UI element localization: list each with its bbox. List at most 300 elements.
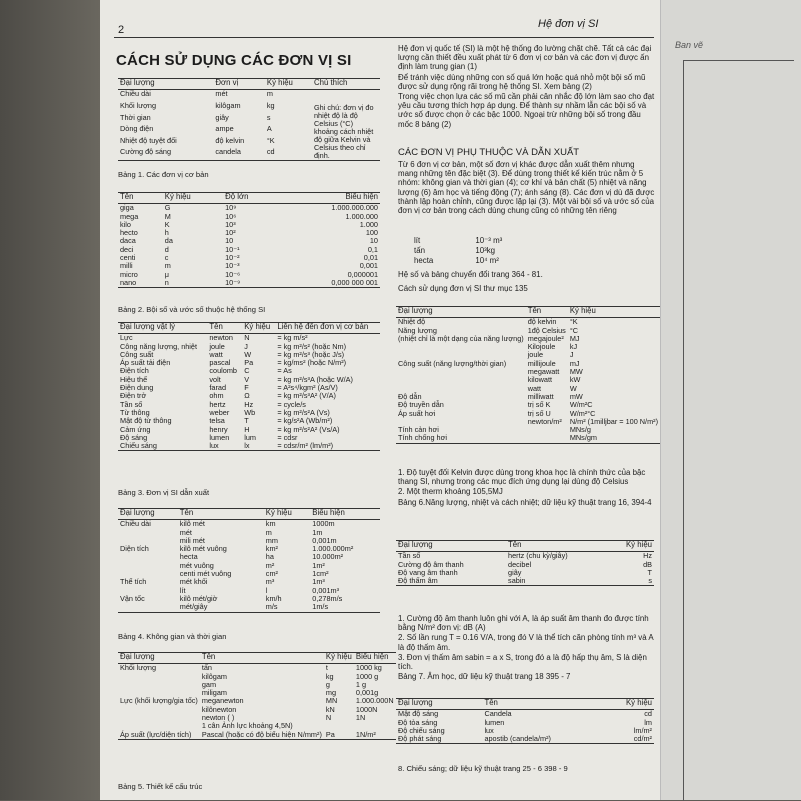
table-cell: = kg/s²A (Wb/m²) [277,416,333,426]
table-cell: K [164,219,170,229]
table-cell [118,603,178,612]
table-row [118,706,396,714]
table-row [118,562,380,570]
table-cell: daca [120,236,136,246]
table-row [118,595,380,603]
table-cell: Hz [244,399,254,409]
table-cell: Điện dung [120,383,154,393]
table-cell: 10⁻³ m³ [475,236,503,245]
table-cell: decibel [508,559,532,569]
table-cell: 10 [225,236,234,246]
table7-notes: 1. Cường độ âm thanh luôn ghi với A, là áp suất âm thanh đo được tính bằng N/m² đơn vị: dB (A) 2. Số lần rung T = 0.16 V/A, trong đó V là thể tích căn phòng tính m³ và A là độ thấm âm. 3. Đơn vị thấm âm sabin = a x S, trong đó a là độ hấp thụ âm, S là diện tích. Bảng 7. Âm học, dữ liệu kỹ thuật trang 18 395 - 7 [398,614,654,682]
table-cell: trị số K [527,400,551,410]
table-cell: 1.000 [359,219,378,229]
table-row [396,343,703,351]
table-cell: kg [266,101,275,111]
table-cell: kilônewton [201,704,237,714]
table-cell: = kg/ms² (hoặc N/m²) [277,358,347,368]
table-structure: Đại lượng Tên Ký hiệu Biểu hiện Khối lượng tấn t 1000 kg kilôgam kg 1000 g gam g 1 g miligam mg 0,001g Lực (khối lượng/gia tốc) meganewton MN 1.000.000N kilônewton kN 1000N newton ( ) N 1N 1 cân Ảnh lực khoảng 4,5N) Áp suất (lực/diện tích) Pascal (hoặc có độ biểu hiện N/mm²) Pa 1N/m² [120,652,394,739]
table-cell: km² [265,544,278,554]
table-row [118,529,380,537]
table-cell: ohm [209,391,224,401]
table-cell: kilô mét/giờ [179,593,218,603]
table-cell: 1N/m² [355,729,376,739]
table-row [118,204,380,213]
table-row [118,221,380,229]
table-row [118,262,380,270]
table-cell: Chiều dài [120,89,151,99]
table-cell: = A²s⁴/kgm² (As/V) [277,383,338,393]
table-cell [396,343,526,351]
table-cell: kilô mét [179,519,205,529]
table-cell: lít [179,585,186,595]
table-cell: = As [277,366,292,376]
table-row [118,697,396,705]
table-cell: Thể tích [120,577,147,587]
table-cell: J [244,341,248,351]
table-cell: M [164,211,171,221]
table-cell: C [244,366,250,376]
table-cell: centi mét vuông [179,569,232,579]
table-cell: 1.000.000N [355,696,394,706]
table-row [118,578,380,586]
table-cell: ampe [215,124,234,134]
table-cell: Độ thấm âm [398,576,438,586]
table-cell: da [164,236,173,246]
table-cell: Độ sáng [120,432,148,442]
table-cell: W/m²°C [569,408,596,418]
table-cell: 1000N [355,704,378,714]
table-cell: 1000 g [355,671,379,681]
table-cell: dB [643,559,652,569]
table-cell: 0,001g [355,688,379,698]
table-cell: joule [209,341,225,351]
table-cell: 10⁻⁶ [225,269,241,279]
table-cell: 0,01 [363,253,378,263]
table-cell: °K [266,135,275,145]
table-cell: lux [209,441,219,451]
table-cell: mét [215,89,228,99]
table-cell: 0,000001 [347,269,378,279]
table-cell: Độ truyền dẫn [398,400,444,410]
table-cell: Công suất (năng lượng/thời gian) [398,358,507,368]
table-cell [118,714,200,722]
table-cell: candela [215,147,241,157]
table-cell: A [266,124,272,134]
caption-table8: 8. Chiếu sáng; dữ liệu kỹ thuật trang 25 - 6 398 - 9 [398,764,568,773]
table-row [118,520,380,529]
table-cell: Cường độ âm thanh [398,559,464,569]
table-cell: newton/m² [527,416,562,426]
table-cell: Độ dẫn [398,391,422,401]
table-cell: mg [325,688,337,698]
table-cell: F [244,383,249,393]
next-page [660,0,801,800]
table-cell: cd [266,147,275,157]
table-cell: km/h [265,593,282,603]
table-cell: Chiều dài [120,519,151,529]
table-row [118,664,396,673]
table-cell: m [265,527,272,537]
table-space-time: Đại lượng Tên Ký hiệu Biểu hiện Chiều dài kilô mét km 1000m mét m 1m mili mét mm 0,001m Diện tích kilô mét vuông km² 1.000.000m² hecta ha 10.000m² mét vuông m² 1m² centi mét vuông cm² 1cm² Thể tích mét khối m³ 1m³ lít l 0,001m³ Vận tốc kilô mét/giờ km/h 0,278m/s mét/giây m/s 1m/s [118,508,380,613]
table-row [118,376,380,384]
table-cell: 10² [225,228,236,238]
table-cell: s [266,112,271,122]
table-cell: hertz [209,399,226,409]
table-cell: deci [120,244,134,254]
table-cell: giây [508,567,522,577]
table-cell: millijoule [527,358,556,368]
table-cell: cd [644,709,652,719]
table-cell: s [648,576,652,586]
table-row [118,237,380,245]
document-page [100,0,660,800]
table-cell: W/m²C [569,400,593,410]
table-row [396,434,703,443]
table-cell: kilo [120,219,131,229]
table-cell: lít [414,236,421,245]
table-cell: apostib (candela/m²) [484,734,551,744]
ref-usage: Cách sử dụng đơn vị SI thư mục 135 [398,284,528,293]
table-cell: = kg m²/s²A² (Vs/A) [277,424,340,434]
table-cell: mW [569,391,583,401]
caption-table2: Bảng 2. Bội số và ước số thuộc hệ thống SI [118,305,266,314]
table-cell: 1 g [355,679,367,689]
table-cell: 10.000m² [312,552,344,562]
intro-text: Hệ đơn vị quốc tế (SI) là một hệ thống đo lường chặt chẽ. Tất cả các đại lượng cần thiết đều xuất phát từ 6 đơn vị cơ bản và các đơn vị được ấn định làm trung gian (1) Để tránh việc dùng những con số quá lớn hoặc quá nhỏ một bội số mũ được sử dụng rộng rãi trong hệ thống SI. Xem bảng (2) Trong việc chọn lựa các số mũ cần phải cân nhắc độ lớn làm sao cho đạt yêu cầu tương thích hợp áp dụng. Để thành sự nhầm lẫn các bội số và ước số được chọn ở các bậc 1000. Ngoại trừ những bội số trong đầu mốc 8 bảng (2) [398,44,655,129]
table-cell: Năng lượng [398,325,437,335]
table-cell: m² [265,560,275,570]
table-cell: = cycle/s [277,399,306,409]
table-cell: giây [215,112,229,122]
table-cell: Mật độ từ thông [120,416,172,426]
table-cell: Wb [244,407,256,417]
table-cell [526,434,568,443]
table-cell: Công năng lượng, nhiệt [120,341,198,351]
table-cell: 10³kg [475,246,496,255]
table-cell: centi [120,253,136,263]
table-cell: mm [265,535,278,545]
table-cell: Khối lượng [120,101,157,111]
table-cell: n [164,277,169,287]
derived-body: Từ 6 đơn vị cơ bản, một số đơn vị khác được dẫn xuất thêm nhưng mang những tên đặc biệt (3). Để dùng trong thiết kế kiến trúc nằm ở 5 nhóm: không gian và thời gian (4); cơ khí và bản chất (5) nhiệt và năng lượng (6) âm học và tiếng động (7); ánh sáng (8). Các đơn vị dù đã được thành lập hoàn chỉnh, cũng được lặp lại (3). Một vài bội số và ước số của đơn vị cơ bản trong cách dùng chung cũng có những tên riêng [398,160,655,216]
table-cell: tấn [414,246,425,255]
table-row [118,681,396,689]
table-row [118,229,380,237]
table-cell: kJ [569,342,578,352]
table-cell: kilô mét vuông [179,544,227,554]
caption-table5: Bảng 5. Thiết kế cấu trúc [118,782,203,791]
table-cell: kg [325,671,334,681]
table-cell: sabin [508,576,526,586]
table-cell: 1m [312,527,323,537]
table-cell: cd/m² [633,734,652,744]
table-cell: newton [209,333,233,343]
table-cell: lm [644,717,652,727]
table-cell: Vận tốc [120,593,145,603]
table-cell: = kg m²/s³A (hoặc W/A) [277,374,353,384]
table-cell: Dòng điện [120,124,154,134]
table-cell [118,681,200,689]
table-cell: N [325,713,332,723]
table-cell: MN [325,696,338,706]
caption-table3: Bảng 3. Đơn vị SI dẫn xuất [118,488,210,497]
table-cell: trị số U [527,408,551,418]
table-row [396,418,703,426]
table-cell: Độ vang âm thanh [398,567,458,577]
table-cell: mét khối [179,577,208,587]
table-cell: = kg m²/s³ (hoặc J/s) [277,349,345,359]
table-row [412,256,504,266]
table-cell: mJ [569,358,580,368]
header-rule [114,37,654,38]
table-cell: Áp suất (lực/diện tích) [120,729,192,739]
table-cell: tấn [201,663,212,673]
table-cell: kW [569,375,581,385]
section-heading: CÁC ĐƠN VỊ PHỤ THUỘC VÀ DẪN XUẤT [398,147,580,158]
table-cell: m³ [265,577,275,587]
table-cell: 10⁻⁹ [225,277,241,287]
table-cell: milli [120,261,133,271]
table-cell: 0,1 [367,244,378,254]
table-cell: micro [120,269,138,279]
table-cell: mét [179,527,192,537]
table-cell: V [244,374,250,384]
table-cell: h [164,228,169,238]
table-cell: °K [569,317,578,327]
table-row [118,673,396,681]
table-row [118,246,380,254]
table-cell: 0,001m³ [312,585,340,595]
table-cell: mét vuông [179,560,214,570]
table-cell: lum [244,432,256,442]
table-cell: lx [244,441,250,451]
table-cell: Thời gian [120,112,151,122]
table-cell: Điện trở [120,391,147,401]
table-cell: l [265,585,268,595]
table-cell: weber [209,407,230,417]
table-cell: coulomb [209,366,237,376]
table-cell: 1 cân Ảnh lực khoảng 4,5N) [201,721,293,731]
table-cell: Lực [120,333,133,343]
table-cell: = kg m²/s² (hoặc Nm) [277,341,347,351]
table-cell: Lực (khối lượng/gia tốc) [120,696,198,706]
table-cell: 1m² [312,560,325,570]
table-cell: W [244,349,252,359]
table-cell: MNs/gm [569,433,597,443]
table-cell: J [569,350,574,360]
table-cell: 10⁻¹ [225,244,240,254]
table-cell: hecto [120,228,138,238]
table-cell: telsa [209,416,225,426]
units-list [412,236,504,266]
table-cell: c [164,253,169,263]
table-cell: farad [209,383,227,393]
table-cell: 1cm² [312,569,329,579]
table-cell: 0,278m/s [312,593,343,603]
table-cell: 0,001m [312,535,337,545]
table-cell: 10⁻² [225,253,240,263]
table-cell: henry [209,424,228,434]
table-cell: Công suất [120,349,154,359]
next-page-header: Ban vẽ [675,40,704,50]
table-cell: = kg m/s² [277,333,308,343]
table-cell: kilôgam [201,671,227,681]
table-cell [118,529,178,537]
background-left [0,0,100,800]
table-cell: Nhiệt độ tuyệt đối [120,135,177,145]
table-cell: meganewton [201,696,244,706]
table-cell: 10 [369,236,378,246]
table-cell: hertz (chu kỳ/giây) [508,551,568,561]
table-cell: lux [484,725,494,735]
table-row [412,236,504,246]
table1-note: Ghi chú: đơn vị đo nhiệt độ là độ Celsius (°C) khoảng cách nhiệt độ giữa Kelvin và Celsius theo chỉ định. [314,103,374,161]
table-cell: T [244,416,249,426]
table-derived-units: Đại lượng vật lý Tên Ký hiệu Liên hệ đến đơn vị cơ bản Lực newton N = kg m/s² Công năng lượng, nhiệt joule J = kg m²/s² (hoặc Nm) Công suất watt W = kg m²/s³ (hoặc J/s) Áp suất tải điện pascal Pa = kg/ms² (hoặc N/m²) Điện tích coulomb C = As Hiệu thế volt V = kg m²/s³A (hoặc W/A) Điện dung farad F = A²s⁴/kgm² (As/V) Điện trở ohm Ω = kg m²/s³A² (V/A) Tần số hertz Hz = cycle/s Từ thông weber Wb = kg m²/s²A (Vs) Mật độ từ thông telsa T = kg/s²A (Wb/m²) Cảm ứng henry H = kg m²/s²A² (Vs/A) Độ sáng lumen lum = cdsr Chiếu sáng lux lx = cdsr/m² (lm/m²) [118,322,380,451]
table-cell: megawatt [527,367,560,377]
page-title: CÁCH SỬ DỤNG CÁC ĐƠN VỊ SI [116,52,352,69]
table-cell [118,706,200,714]
table-cell: 0,001 [359,261,378,271]
table-cell: 10⁶ [225,211,237,221]
table-cell: 100 [365,228,378,238]
table-cell: = kg m²/s²A (Vs) [277,407,330,417]
table-cell: mega [120,211,139,221]
table-cell: °C [569,325,579,335]
table-cell: 1m³ [312,577,325,587]
table-cell [118,673,200,681]
table-cell: m [266,89,273,99]
table-cell: Cường độ sáng [120,147,172,157]
table-cell: 1N [355,713,366,723]
table-cell [118,562,178,570]
caption-table4: Bảng 4. Không gian và thời gian [118,632,227,641]
table-cell: = kg m²/s³A² (V/A) [277,391,336,401]
table-cell [526,426,568,434]
table-cell: km [265,519,276,529]
table-cell: 10⁴ m² [475,256,499,265]
table-cell: hecta [414,256,434,265]
table-cell: μ [164,269,169,279]
table-cell: Từ thông [120,407,150,417]
table-row [118,254,380,262]
table-energy-heat: Đại lượng Tên Ký hiệu Nhiệt độ độ kelvin °K Năng lượng 1độ Celsius °C (nhiệt chỉ là một dạng của năng lượng) megajoule² MJ Kilojoule kJ joule J Công suất (năng lượng/thời gian) millijoule mJ megawatt MW kilowatt kW watt W Độ dẫn milliwatt mW Độ truyền dẫn trị số K W/m²C Áp suất hơi trị số U W/m²°C newton/m² N/m² (1milljbar = 100 N/m²) Tính cản hơi MNs/g Tính chống hơi MNs/gm [396,306,703,444]
table-cell [396,376,526,384]
table-cell: joule [527,350,544,360]
page-number: 2 [118,24,125,36]
table-cell: kilôgam [215,101,241,111]
table-cell: 1.000.000 [345,211,378,221]
table-cell: g [325,679,330,689]
table-cell: Pa [325,729,335,739]
table-cell: H [244,424,250,434]
table-cell: Hz [643,551,652,561]
table-cell: Độ phát sáng [398,734,442,744]
table-cell: N/m² (1milljbar = 100 N/m²) [569,416,659,426]
table6-notes: 1. Độ tuyệt đối Kelvin được dùng trong khoa học là chính thức của bậc thang SI, nhưng trong các mục đích ứng dụng lại dùng độ Celsius 2. Một therm khoảng 105,5MJ Bảng 6.Năng lượng, nhiệt và cách nhiệt; dữ liệu kỹ thuật trang 16, 394-4 [398,468,652,507]
table-cell: G [164,203,171,213]
table-cell: watt [527,383,542,393]
table-cell: 1000m [312,519,335,529]
table-cell: megajoule² [527,333,564,343]
table-cell: Tần số [398,551,421,561]
table-cell: 10⁻³ [225,261,240,271]
table-cell: T [647,567,652,577]
table-cell: gam [201,679,217,689]
table-cell: m [164,261,171,271]
table-cell: lumen [484,717,505,727]
table-cell: Chiếu sáng [120,441,157,451]
table-cell: 1m/s [312,602,329,612]
table-cell: Khối lượng [120,663,157,673]
table-cell: Độ chiếu sáng [398,725,445,735]
table-lighting: Đại lượng Tên Ký hiệu Mật độ sáng Candela cd Độ tỏa sáng lumen lm Độ chiếu sáng lux lm/m² Độ phát sáng apostib (candela/m²) cd/m² [398,698,652,744]
table-cell: giga [120,203,134,213]
table-cell: mét/giây [179,602,208,612]
table-cell: t [325,663,328,673]
table-row [118,553,380,561]
table-cell: độ kelvin [527,317,557,327]
table-cell: MNs/g [569,425,591,435]
table-cell: Áp suất tải điện [120,358,171,368]
table-cell: 0,000 000 001 [331,277,378,287]
table-cell: Tính chống hơi [398,433,448,443]
table-cell: Điện tích [120,366,149,376]
table-cell: Tần số [120,399,143,409]
table-row [118,570,380,578]
table-row [118,213,380,221]
table-cell: 10⁹ [225,203,237,213]
table-cell: Độ tỏa sáng [398,717,438,727]
table-cell: Tính cản hơi [398,425,439,435]
table-cell: Candela [484,709,512,719]
table-cell: ha [265,552,274,562]
table-cell: hecta [179,552,198,562]
table-row [118,442,380,451]
table-cell: kilowatt [527,375,553,385]
table-cell: (nhiệt chỉ là một dạng của năng lượng) [398,333,524,343]
table-cell: = cdsr/m² (lm/m²) [277,441,334,451]
caption-table1: Bảng 1. Các đơn vị cơ bản [118,170,209,179]
table-cell: cm² [265,569,278,579]
table-row [396,735,654,744]
table-base-units: Đại lượng Đơn vị Ký hiệu Chú thích Chiều dài mét m Ghi chú: đơn vị đo nhiệt độ là độ Celsius (°C) khoảng cách nhiệt độ giữa Kelvin và Celsius theo chỉ định. Khối lượng kilôgam kg Thời gian giây s Dòng điện ampe A Nhiệt độ tuyệt đối độ kelvin °K Cường độ sáng candela cd [118,78,380,161]
table-cell [118,553,178,561]
table-row [396,376,703,384]
table-multiples: Tên Ký hiệu Độ lớn Biểu hiện giga G 10⁹ 1.000.000.000 mega M 10⁶ 1.000.000 kilo K 10³ 1.000 hecto h 10² 100 daca da 10 10 deci d 10⁻¹ 0,1 centi c 10⁻² 0,01 milli m 10⁻³ 0,001 micro μ 10⁻⁶ 0,000001 nano n 10⁻⁹ 0,000 000 001 [120,192,378,287]
table-cell: lm/m² [633,725,652,735]
table-cell: Pascal (hoặc có độ biểu hiện N/mm²) [201,729,322,739]
table-cell: mili mét [179,535,205,545]
drawing-frame [683,60,794,801]
table-cell: lumen [209,432,230,442]
table-cell: newton ( ) [201,713,235,723]
table-cell: Kilojoule [527,342,556,352]
table-cell: Ω [244,391,250,401]
table-cell: pascal [209,358,231,368]
table-cell: 10³ [225,219,236,229]
running-head: Hệ đơn vị SI [538,18,599,30]
table-row [118,603,380,612]
table-row [118,90,380,102]
table-cell: Áp suất hơi [398,408,436,418]
table-cell: Hiệu thế [120,374,148,384]
table-cell: W [569,383,577,393]
table-cell: độ kelvin [215,135,245,145]
table-cell: Diện tích [120,544,149,554]
table-cell: nano [120,277,137,287]
